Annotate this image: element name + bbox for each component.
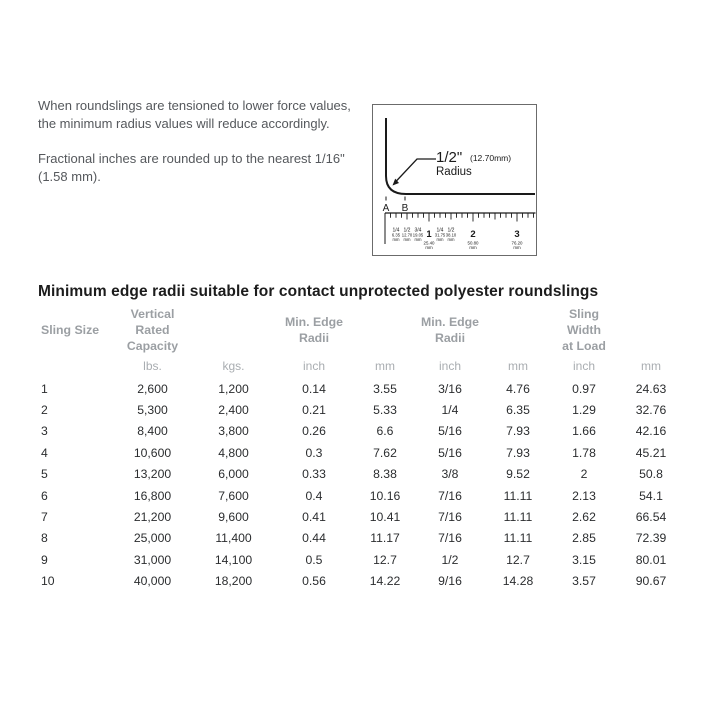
data-cell: 80.01	[635, 552, 667, 567]
data-cell: 32.76	[635, 403, 667, 418]
table-row	[38, 378, 686, 399]
radius-value-label: 1/2"	[436, 149, 463, 166]
group-header-cell	[416, 306, 484, 354]
sling-size-cell: 1	[41, 381, 48, 396]
data-cell: 9.52	[506, 467, 530, 482]
data-cell: 0.56	[302, 574, 326, 589]
sub-header-cell: mm	[508, 359, 528, 373]
data-cell: 0.26	[302, 424, 326, 439]
ruler-mm-unit: mm	[414, 236, 422, 242]
data-cell: 7,600	[218, 488, 249, 503]
data-cell: 4,800	[218, 445, 249, 460]
table-row	[38, 506, 686, 527]
data-cell: 0.5	[305, 552, 323, 567]
data-cell: 21,200	[133, 510, 172, 525]
data-cell: 7.62	[373, 445, 397, 460]
table-row	[38, 571, 686, 592]
data-cell: 12.7	[506, 552, 530, 567]
radius-mm-note: (12.70mm)	[470, 153, 512, 163]
group-header-cell	[38, 306, 112, 354]
data-cell: 72.39	[635, 531, 667, 546]
data-cell: 10.41	[369, 510, 401, 525]
data-cell: 11.11	[503, 531, 533, 546]
sub-header-cell: inch	[302, 359, 325, 373]
data-cell: 1/4	[441, 403, 459, 418]
data-cell: 0.21	[302, 403, 326, 418]
data-cell: 11.11	[503, 488, 533, 503]
data-cell: 7.93	[506, 445, 530, 460]
data-cell: 12.7	[373, 552, 397, 567]
data-cell: 66.54	[635, 510, 667, 525]
radius-diagram-figure	[373, 105, 536, 255]
data-cell: 2,600	[137, 381, 168, 396]
sub-header-row	[38, 354, 686, 378]
data-cell: 2.13	[572, 488, 596, 503]
ruler-fraction-label: 1/4	[392, 227, 400, 234]
sling-size-cell: 3	[41, 424, 48, 439]
ruler-mm-value: 12.70	[401, 232, 413, 238]
sub-header-cell: inch	[438, 359, 461, 373]
sling-size-cell: 10	[41, 574, 55, 589]
data-cell: 25,000	[133, 531, 172, 546]
data-cell: 50.8	[639, 467, 663, 482]
sub-header-cell	[38, 354, 112, 378]
group-header-cell	[552, 306, 616, 354]
ruler-mark-labels	[392, 228, 523, 251]
ruler-mm-unit: mm	[436, 236, 444, 242]
data-cell: 1.78	[572, 445, 596, 460]
group-header-row	[38, 306, 686, 354]
data-cell: 0.4	[305, 488, 323, 503]
table-row	[38, 485, 686, 506]
ruler-mm-value: 38.10	[445, 232, 457, 238]
data-cell: 14.28	[502, 574, 534, 589]
ruler-fraction-label: 1/2	[403, 227, 411, 234]
data-cell: 0.44	[302, 531, 326, 546]
radius-word-label: Radius	[436, 166, 472, 178]
data-cell: 8.38	[373, 467, 397, 482]
data-cell: 3/16	[438, 381, 462, 396]
data-cell: 6,000	[218, 467, 249, 482]
group-header-cell	[354, 306, 416, 354]
ruler-mm-unit: mm	[392, 236, 400, 242]
sling-size-cell: 4	[41, 445, 48, 460]
group-header-line: Radii	[434, 331, 466, 345]
ruler-mm-value: 76.20	[511, 240, 523, 246]
text-line: Fractional inches are rounded up to the nearest 1/16"	[38, 151, 345, 166]
ruler-mm-unit: mm	[513, 245, 521, 250]
data-cell: 7/16	[438, 531, 462, 546]
ruler-mm-unit: mm	[403, 236, 411, 242]
ruler-mm-value: 50.80	[467, 240, 479, 246]
ruler-inch-number: 2	[470, 229, 476, 240]
group-header-line: Min. Edge	[284, 315, 344, 329]
group-header-cell	[484, 306, 552, 354]
ruler-mm-value: 25.40	[423, 240, 435, 246]
data-cell: 0.97	[572, 381, 596, 396]
intro-text	[38, 97, 386, 203]
data-cell: 0.3	[305, 445, 323, 460]
table-title: Minimum edge radii suitable for contact unprotected polyester roundslings	[38, 283, 599, 300]
group-header-line: Capacity	[126, 339, 179, 353]
data-cell: 9/16	[438, 574, 462, 589]
data-cell: 24.63	[635, 381, 667, 396]
data-cell: 5.33	[373, 403, 397, 418]
data-cell: 54.1	[639, 488, 663, 503]
text-line: When roundslings are tensioned to lower force values,	[38, 98, 351, 113]
data-cell: 13,200	[133, 467, 172, 482]
data-cell: 6.6	[376, 424, 394, 439]
table-header	[38, 306, 686, 378]
data-cell: 3.15	[572, 552, 596, 567]
data-cell: 14,100	[214, 552, 253, 567]
group-header-line: at Load	[562, 339, 606, 353]
table-row	[38, 421, 686, 442]
text-line: (1.58 mm).	[38, 169, 101, 184]
group-header-line: Sling Width	[566, 307, 602, 337]
data-cell: 7.93	[506, 424, 530, 439]
sub-header-cell: lbs.	[143, 359, 162, 373]
radius-diagram	[372, 104, 537, 256]
sling-size-cell: 2	[41, 403, 48, 418]
data-cell: 2	[580, 467, 588, 482]
sub-header-cell: inch	[572, 359, 595, 373]
ruler-mm-unit: mm	[469, 245, 477, 250]
point-b-label: B	[401, 203, 409, 214]
data-cell: 3.57	[572, 574, 596, 589]
group-header-line: Radii	[298, 331, 330, 345]
sub-header-cell: mm	[375, 359, 395, 373]
ruler-mm-unit: mm	[447, 236, 455, 242]
group-header-cell	[112, 306, 193, 354]
sling-size-cell: 9	[41, 552, 48, 567]
data-cell: 10.16	[369, 488, 401, 503]
sub-header-cell: mm	[641, 359, 661, 373]
data-cell: 90.67	[635, 574, 667, 589]
data-cell: 3,800	[218, 424, 249, 439]
data-cell: 11,400	[215, 531, 252, 546]
data-cell: 2,400	[218, 403, 249, 418]
data-cell: 5,300	[137, 403, 168, 418]
group-header-line: Min. Edge	[420, 315, 480, 329]
text-line: the minimum radius values will reduce accordingly.	[38, 116, 330, 131]
group-header-line: Sling Size	[41, 323, 100, 337]
data-cell: 9,600	[218, 510, 249, 525]
group-header-cell	[616, 306, 686, 354]
data-cell: 2.85	[572, 531, 596, 546]
data-cell: 5/16	[438, 445, 462, 460]
ruler-mm-unit: mm	[425, 245, 433, 250]
table-row	[38, 549, 686, 570]
callout-leader-line	[395, 159, 437, 183]
group-header-cell	[193, 306, 274, 354]
ruler-mm-value: 31.75	[434, 232, 446, 238]
table-row	[38, 442, 686, 463]
data-cell: 16,800	[133, 488, 172, 503]
data-cell: 8,400	[137, 424, 168, 439]
data-cell: 3.55	[373, 381, 397, 396]
data-cell: 2.62	[572, 510, 596, 525]
point-a-label: A	[382, 203, 390, 214]
data-cell: 42.16	[635, 424, 667, 439]
intro-paragraph-2	[38, 150, 386, 186]
data-cell: 14.22	[369, 574, 401, 589]
group-header-line: Vertical Rated	[130, 307, 175, 337]
intro-paragraph-1	[38, 97, 386, 133]
data-cell: 0.14	[302, 381, 326, 396]
table-row	[38, 528, 686, 549]
ruler-mm-value: 6.35	[391, 232, 401, 238]
data-cell: 0.41	[302, 510, 326, 525]
data-cell: 1/2	[441, 552, 459, 567]
data-cell: 45.21	[635, 445, 667, 460]
data-cell: 31,000	[133, 552, 172, 567]
data-cell: 0.33	[302, 467, 326, 482]
min-edge-radii-table	[38, 306, 686, 592]
data-cell: 7/16	[438, 488, 462, 503]
data-cell: 7/16	[438, 510, 462, 525]
ruler-mm-value: 19.05	[412, 232, 424, 238]
data-cell: 11.11	[503, 510, 533, 525]
data-cell: 40,000	[133, 574, 172, 589]
data-cell: 5/16	[438, 424, 462, 439]
group-header-cell	[274, 306, 354, 354]
ruler-fraction-label: 3/4	[414, 227, 422, 234]
ruler-fraction-label: 1/2	[447, 227, 455, 234]
data-cell: 1.66	[572, 424, 596, 439]
data-cell: 1.29	[572, 403, 596, 418]
ruler-inch-number: 1	[426, 229, 432, 240]
table-row	[38, 399, 686, 420]
data-cell: 1,200	[218, 381, 249, 396]
table-body	[38, 378, 686, 592]
ruler-fraction-label: 1/4	[436, 227, 444, 234]
ruler-inch-number: 3	[514, 229, 520, 240]
data-cell: 3/8	[441, 467, 459, 482]
ruler-ticks	[385, 213, 534, 222]
sling-size-cell: 6	[41, 488, 48, 503]
data-cell: 6.35	[506, 403, 530, 418]
data-cell: 10,600	[133, 445, 172, 460]
sling-size-cell: 5	[41, 467, 48, 482]
data-cell: 4.76	[506, 381, 530, 396]
data-cell: 18,200	[214, 574, 253, 589]
sling-size-cell: 7	[41, 510, 48, 525]
sub-header-cell: kgs.	[222, 359, 245, 373]
sling-size-cell: 8	[41, 531, 48, 546]
data-cell: 11.17	[370, 531, 400, 546]
table-row	[38, 464, 686, 485]
